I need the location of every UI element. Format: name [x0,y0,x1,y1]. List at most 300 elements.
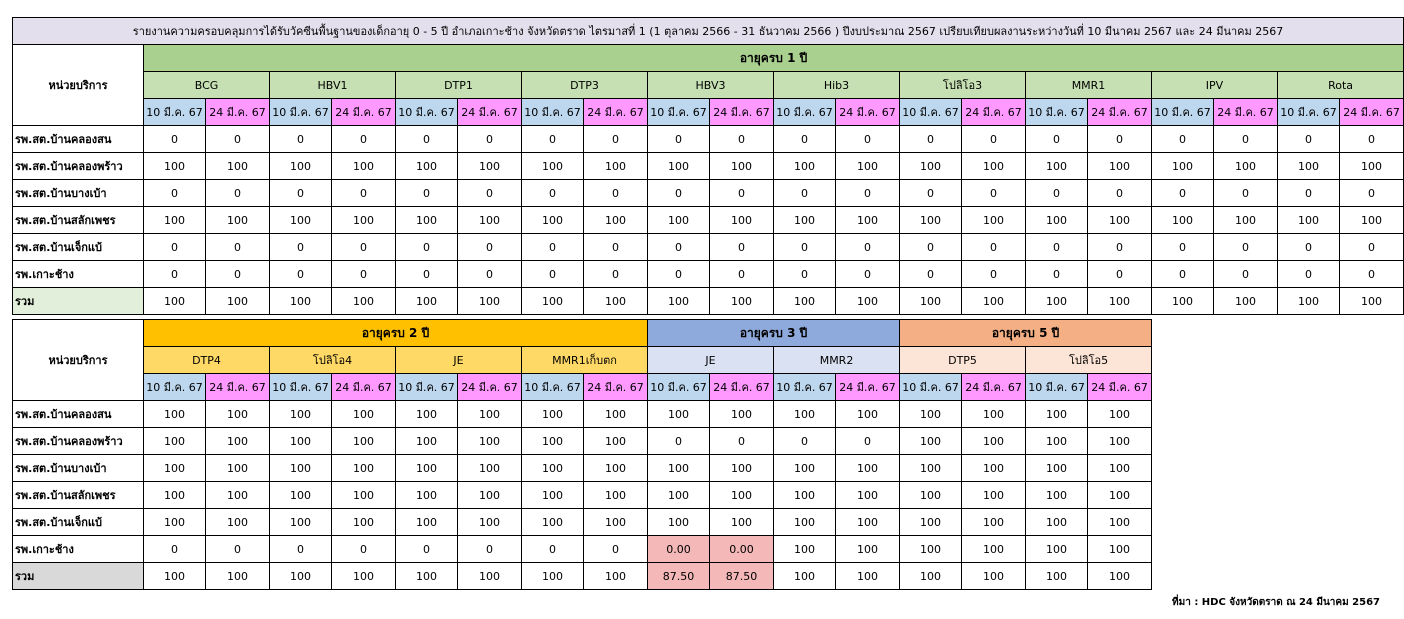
coverage-value: 100 [836,563,900,590]
coverage-value: 100 [1026,509,1088,536]
coverage-value: 0 [900,126,962,153]
coverage-value: 100 [270,509,332,536]
coverage-value: 100 [900,455,962,482]
table-row [13,563,1152,590]
coverage-value: 100 [1278,207,1340,234]
vaccine-header: MMR1 [1026,72,1152,99]
coverage-value: 100 [584,207,648,234]
coverage-value: 100 [836,482,900,509]
coverage-value: 0 [332,180,396,207]
coverage-value: 0 [1026,234,1088,261]
age-header-row [13,45,1404,72]
coverage-value: 100 [522,288,584,315]
coverage-value: 100 [1088,482,1152,509]
date-header-1: 10 มี.ค. 67 [648,374,710,401]
date-header-2: 24 มี.ค. 67 [458,374,522,401]
unit-name: รวม [13,288,144,315]
coverage-value: 100 [396,563,458,590]
coverage-value: 100 [332,509,396,536]
coverage-value: 100 [900,401,962,428]
coverage-value: 0.00 [648,536,710,563]
coverage-value: 100 [648,207,710,234]
coverage-value: 0 [1214,234,1278,261]
date-header-1: 10 มี.ค. 67 [648,99,710,126]
coverage-value: 100 [962,207,1026,234]
coverage-value: 100 [584,455,648,482]
coverage-value: 100 [900,207,962,234]
coverage-value: 100 [774,153,836,180]
date-header-1: 10 มี.ค. 67 [774,99,836,126]
coverage-value: 0 [648,180,710,207]
coverage-value: 0 [458,261,522,288]
coverage-value: 0 [206,126,270,153]
coverage-value: 100 [522,563,584,590]
coverage-value: 0 [900,234,962,261]
vaccine-header: JE [396,347,522,374]
age-header-row [13,320,1152,347]
coverage-value: 100 [1340,207,1404,234]
coverage-value: 100 [270,401,332,428]
coverage-value: 0 [836,428,900,455]
coverage-value: 100 [584,563,648,590]
coverage-value: 0 [206,234,270,261]
coverage-value: 100 [206,428,270,455]
coverage-value: 100 [206,401,270,428]
vaccine-header: โปลิโอ4 [270,347,396,374]
table-row [13,428,1152,455]
coverage-value: 87.50 [648,563,710,590]
coverage-value: 0 [270,536,332,563]
coverage-value: 0 [900,261,962,288]
coverage-value: 100 [710,509,774,536]
coverage-value: 100 [522,482,584,509]
coverage-value: 100 [584,288,648,315]
table-row [13,536,1152,563]
coverage-value: 0 [710,428,774,455]
coverage-value: 0 [206,180,270,207]
coverage-value: 100 [458,563,522,590]
coverage-value: 0 [522,126,584,153]
coverage-value: 100 [1152,153,1214,180]
unit-name: รพ.สต.บ้านสลักเพชร [13,207,144,234]
coverage-value: 100 [1340,153,1404,180]
coverage-value: 100 [1026,207,1088,234]
coverage-value: 100 [144,153,206,180]
date-header-row [13,374,1152,401]
coverage-value: 100 [332,153,396,180]
coverage-value: 100 [962,288,1026,315]
table-row [13,401,1152,428]
coverage-value: 0 [270,261,332,288]
coverage-value: 100 [270,482,332,509]
date-header-2: 24 มี.ค. 67 [1340,99,1404,126]
coverage-value: 100 [144,455,206,482]
coverage-value: 100 [522,153,584,180]
coverage-value: 0 [710,126,774,153]
coverage-value: 0 [1026,261,1088,288]
coverage-value: 100 [1026,563,1088,590]
coverage-value: 100 [206,207,270,234]
coverage-value: 100 [836,455,900,482]
coverage-value: 100 [144,509,206,536]
coverage-value: 100 [1152,288,1214,315]
source-note: ที่มา : HDC จังหวัดตราด ณ 24 มีนาคม 2567 [1172,597,1380,608]
coverage-value: 0 [774,234,836,261]
date-header-1: 10 มี.ค. 67 [144,99,206,126]
report-title: รายงานความครอบคลุมการได้รับวัคซีนพื้นฐานของเด็กอายุ 0 - 5 ปี อำเภอเกาะช้าง จังหวัดตราด ไตรมาสที่ 1 (1 ตุลาคม 2566 - 31 ธันวาคม 2566 ) ปีงบประมาณ 2567 เปรียบเทียบผลงานระหว่างวันที่ 10 มีนาคม 2567 และ 24 มีนาคม 2567 [13,18,1404,45]
date-header-1: 10 มี.ค. 67 [900,374,962,401]
vaccine-header-row [13,72,1404,99]
coverage-value: 87.50 [710,563,774,590]
vaccine-header: Rota [1278,72,1404,99]
unit-name: รพ.สต.บ้านบางเบ้า [13,455,144,482]
coverage-value: 100 [458,428,522,455]
coverage-value: 100 [458,153,522,180]
coverage-value: 100 [1088,207,1152,234]
vaccine-header: DTP4 [144,347,270,374]
coverage-value: 100 [710,455,774,482]
coverage-value: 0 [1278,234,1340,261]
table-row [13,126,1404,153]
coverage-value: 100 [206,482,270,509]
coverage-value: 0 [584,126,648,153]
coverage-value: 100 [774,288,836,315]
coverage-value: 0 [774,126,836,153]
table-row [13,509,1152,536]
coverage-value: 100 [206,455,270,482]
coverage-value: 0 [522,536,584,563]
coverage-value: 0 [584,536,648,563]
vaccine-header: DTP5 [900,347,1026,374]
coverage-value: 0 [458,234,522,261]
coverage-value: 0 [396,261,458,288]
age-header: อายุครบ 5 ปี [900,320,1152,347]
coverage-value: 100 [774,563,836,590]
coverage-value: 0 [396,536,458,563]
coverage-value: 100 [648,153,710,180]
unit-name: รพ.สต.บ้านคลองสน [13,126,144,153]
coverage-value: 100 [1278,288,1340,315]
coverage-value: 100 [648,455,710,482]
date-header-1: 10 มี.ค. 67 [522,99,584,126]
coverage-value: 100 [522,455,584,482]
coverage-value: 0 [1152,126,1214,153]
vaccine-header: IPV [1152,72,1278,99]
coverage-value: 100 [332,288,396,315]
coverage-value: 100 [206,288,270,315]
coverage-value: 100 [1214,153,1278,180]
coverage-value: 100 [962,401,1026,428]
coverage-value: 0 [1340,180,1404,207]
coverage-value: 100 [710,401,774,428]
coverage-value: 0 [270,126,332,153]
date-header-2: 24 มี.ค. 67 [332,374,396,401]
coverage-value: 100 [458,509,522,536]
coverage-value: 0 [1026,126,1088,153]
coverage-value: 100 [396,482,458,509]
coverage-value: 100 [962,482,1026,509]
coverage-value: 100 [270,428,332,455]
date-header-1: 10 มี.ค. 67 [144,374,206,401]
coverage-value: 100 [1088,563,1152,590]
coverage-value: 100 [522,428,584,455]
coverage-value: 0 [396,180,458,207]
coverage-value: 100 [270,455,332,482]
table-row [13,207,1404,234]
unit-name: รพ.เกาะช้าง [13,261,144,288]
coverage-value: 0 [522,261,584,288]
date-header-1: 10 มี.ค. 67 [1026,374,1088,401]
coverage-value: 0 [144,536,206,563]
coverage-value: 100 [648,288,710,315]
date-header-1: 10 มี.ค. 67 [396,374,458,401]
coverage-value: 0 [458,180,522,207]
age-header: อายุครบ 1 ปี [144,45,1404,72]
coverage-value: 100 [1026,288,1088,315]
coverage-value: 100 [396,288,458,315]
coverage-value: 0 [522,234,584,261]
coverage-value: 100 [1088,455,1152,482]
coverage-value: 100 [270,288,332,315]
date-header-2: 24 มี.ค. 67 [710,99,774,126]
coverage-value: 100 [1088,153,1152,180]
coverage-value: 100 [900,428,962,455]
coverage-value: 100 [774,509,836,536]
date-header-2: 24 มี.ค. 67 [962,99,1026,126]
coverage-value: 0 [1152,234,1214,261]
coverage-value: 100 [1026,455,1088,482]
coverage-value: 100 [900,509,962,536]
coverage-value: 100 [1026,153,1088,180]
coverage-value: 100 [1340,288,1404,315]
unit-name: รพ.เกาะช้าง [13,536,144,563]
coverage-value: 0 [396,126,458,153]
coverage-value: 100 [836,288,900,315]
coverage-value: 0 [962,180,1026,207]
coverage-value: 0.00 [710,536,774,563]
coverage-value: 100 [962,509,1026,536]
coverage-value: 0 [774,428,836,455]
coverage-value: 0 [144,180,206,207]
coverage-value: 100 [396,428,458,455]
coverage-value: 0 [1214,180,1278,207]
coverage-value: 0 [1340,234,1404,261]
date-header-2: 24 มี.ค. 67 [584,374,648,401]
date-header-2: 24 มี.ค. 67 [962,374,1026,401]
coverage-value: 100 [710,207,774,234]
coverage-value: 0 [1152,180,1214,207]
unit-column-header: หน่วยบริการ [13,45,144,126]
coverage-value: 100 [962,563,1026,590]
coverage-value: 100 [1026,428,1088,455]
coverage-value: 100 [962,536,1026,563]
coverage-value: 100 [900,288,962,315]
coverage-value: 100 [900,482,962,509]
coverage-value: 0 [1340,126,1404,153]
coverage-value: 100 [710,153,774,180]
date-header-2: 24 มี.ค. 67 [710,374,774,401]
age-header: อายุครบ 3 ปี [648,320,900,347]
vaccine-header-row [13,347,1152,374]
coverage-value: 0 [710,261,774,288]
coverage-value: 100 [584,482,648,509]
coverage-value: 100 [206,563,270,590]
vaccine-header: MMR2 [774,347,900,374]
coverage-value: 100 [962,455,1026,482]
coverage-value: 100 [332,482,396,509]
coverage-value: 0 [710,180,774,207]
coverage-value: 100 [144,207,206,234]
unit-name: รพ.สต.บ้านเจ็กแบ้ [13,509,144,536]
coverage-value: 100 [900,153,962,180]
vaccine-header: JE [648,347,774,374]
coverage-value: 0 [710,234,774,261]
coverage-value: 0 [900,180,962,207]
date-header-1: 10 มี.ค. 67 [1278,99,1340,126]
coverage-value: 100 [774,401,836,428]
coverage-value: 100 [332,207,396,234]
coverage-value: 100 [774,536,836,563]
coverage-value: 100 [1088,536,1152,563]
date-header-2: 24 มี.ค. 67 [206,374,270,401]
coverage-value: 0 [648,126,710,153]
coverage-value: 100 [774,455,836,482]
coverage-value: 100 [144,288,206,315]
coverage-value: 0 [836,180,900,207]
date-header-1: 10 มี.ค. 67 [1026,99,1088,126]
coverage-value: 100 [396,455,458,482]
vaccine-header: BCG [144,72,270,99]
coverage-value: 0 [1340,261,1404,288]
unit-column-header: หน่วยบริการ [13,320,144,401]
date-header-1: 10 มี.ค. 67 [774,374,836,401]
coverage-value: 100 [1152,207,1214,234]
coverage-value: 100 [458,455,522,482]
table-row [13,261,1404,288]
coverage-value: 0 [458,536,522,563]
vaccine-header: HBV1 [270,72,396,99]
coverage-value: 100 [332,563,396,590]
vaccine-header: DTP3 [522,72,648,99]
coverage-value: 0 [332,261,396,288]
date-header-2: 24 มี.ค. 67 [206,99,270,126]
date-header-1: 10 มี.ค. 67 [900,99,962,126]
vaccine-header: HBV3 [648,72,774,99]
coverage-value: 0 [206,261,270,288]
coverage-value: 100 [144,428,206,455]
date-header-2: 24 มี.ค. 67 [458,99,522,126]
coverage-value: 100 [962,428,1026,455]
vaccine-header: โปลิโอ3 [900,72,1026,99]
coverage-value: 100 [648,509,710,536]
title-row [13,18,1404,45]
coverage-value: 0 [144,261,206,288]
coverage-value: 0 [144,126,206,153]
vaccine-header: DTP1 [396,72,522,99]
coverage-value: 0 [1278,126,1340,153]
coverage-value: 100 [584,428,648,455]
unit-name: รพ.สต.บ้านเจ็กแบ้ [13,234,144,261]
coverage-value: 100 [396,401,458,428]
coverage-value: 100 [1088,288,1152,315]
coverage-value: 100 [270,207,332,234]
coverage-value: 100 [270,153,332,180]
coverage-value: 100 [396,153,458,180]
date-header-1: 10 มี.ค. 67 [522,374,584,401]
coverage-value: 100 [962,153,1026,180]
coverage-table-age-2-3-5 [12,319,1152,590]
unit-name: รพ.สต.บ้านสลักเพชร [13,482,144,509]
table-row [13,455,1152,482]
unit-name: รพ.สต.บ้านคลองสน [13,401,144,428]
coverage-value: 0 [648,261,710,288]
coverage-value: 100 [522,401,584,428]
coverage-value: 100 [900,563,962,590]
coverage-value: 0 [522,180,584,207]
coverage-value: 100 [458,207,522,234]
coverage-table-age-1 [12,17,1404,315]
date-header-2: 24 มี.ค. 67 [836,99,900,126]
unit-name: รพ.สต.บ้านบางเบ้า [13,180,144,207]
coverage-value: 0 [774,180,836,207]
table-row [13,288,1404,315]
date-header-row [13,99,1404,126]
date-header-1: 10 มี.ค. 67 [1152,99,1214,126]
coverage-value: 100 [458,482,522,509]
coverage-value: 100 [1278,153,1340,180]
date-header-2: 24 มี.ค. 67 [584,99,648,126]
coverage-value: 0 [206,536,270,563]
coverage-value: 0 [144,234,206,261]
coverage-value: 0 [648,428,710,455]
coverage-value: 0 [1026,180,1088,207]
coverage-value: 100 [144,563,206,590]
coverage-value: 100 [332,401,396,428]
coverage-value: 100 [836,401,900,428]
coverage-value: 100 [836,153,900,180]
coverage-value: 100 [836,536,900,563]
coverage-value: 100 [774,207,836,234]
unit-name: รพ.สต.บ้านคลองพร้าว [13,428,144,455]
date-header-1: 10 มี.ค. 67 [270,99,332,126]
coverage-value: 0 [1088,180,1152,207]
coverage-value: 100 [1214,288,1278,315]
coverage-value: 0 [1088,234,1152,261]
date-header-1: 10 มี.ค. 67 [270,374,332,401]
coverage-value: 0 [332,234,396,261]
coverage-value: 100 [900,536,962,563]
coverage-value: 100 [584,401,648,428]
coverage-value: 0 [1088,261,1152,288]
date-header-2: 24 มี.ค. 67 [332,99,396,126]
coverage-value: 100 [584,509,648,536]
table-row [13,153,1404,180]
coverage-value: 0 [584,180,648,207]
coverage-value: 100 [1088,401,1152,428]
coverage-value: 100 [206,509,270,536]
date-header-2: 24 มี.ค. 67 [1214,99,1278,126]
coverage-value: 100 [144,482,206,509]
coverage-value: 100 [1026,401,1088,428]
coverage-value: 100 [648,482,710,509]
coverage-value: 100 [458,288,522,315]
vaccine-header: Hib3 [774,72,900,99]
coverage-value: 0 [1088,126,1152,153]
coverage-value: 0 [774,261,836,288]
date-header-2: 24 มี.ค. 67 [1088,374,1152,401]
coverage-value: 0 [584,261,648,288]
coverage-value: 100 [710,288,774,315]
